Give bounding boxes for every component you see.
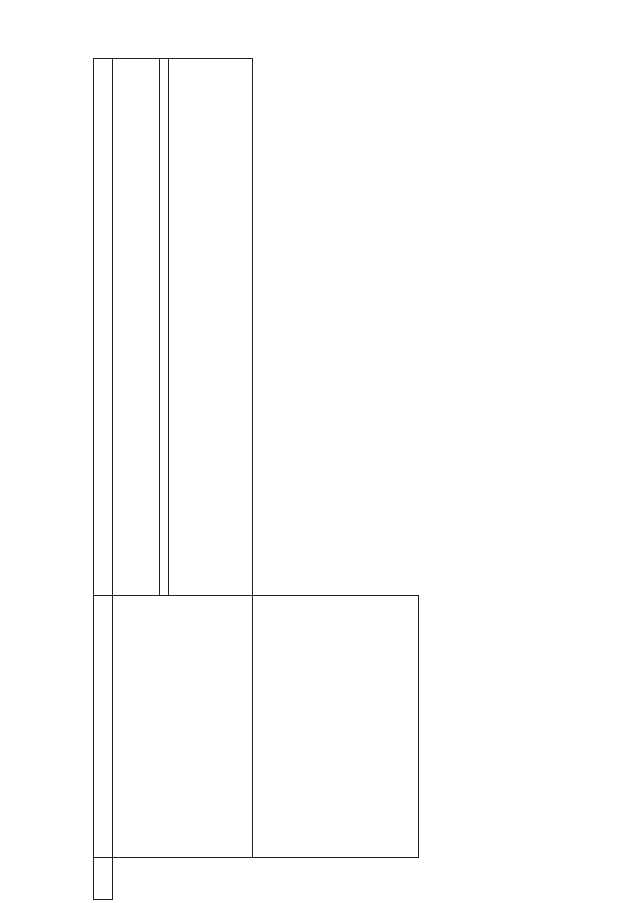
reference-column-top xyxy=(159,58,253,596)
row-262-reference-column xyxy=(159,595,253,858)
table-columns xyxy=(93,58,539,900)
